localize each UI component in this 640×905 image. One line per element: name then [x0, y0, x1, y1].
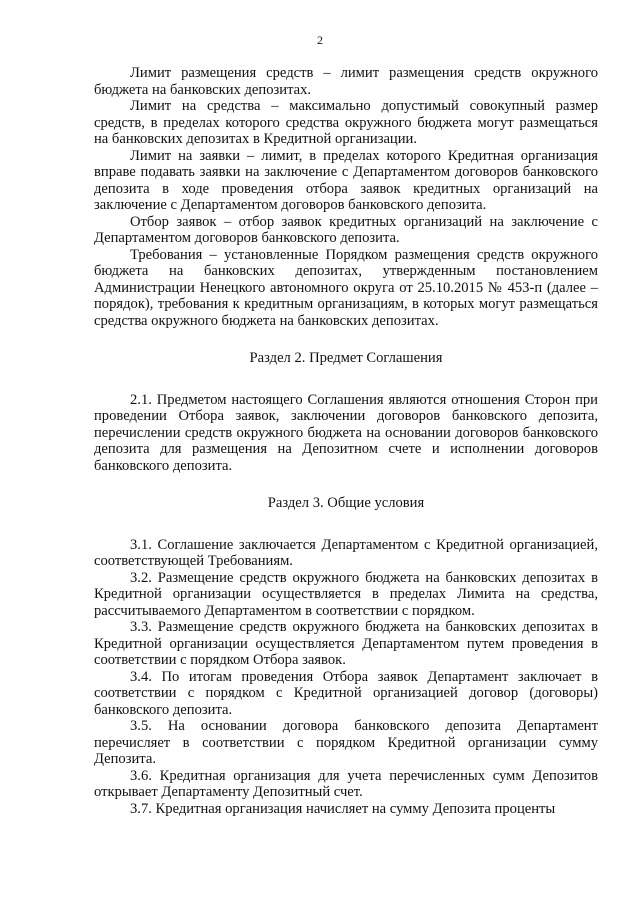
section-2-paragraph: 2.1. Предметом настоящего Соглашения являются отношения Сторон при проведении Отбора заявок, заключении договоров банковского депозита, перечислении средств окружного бюджета на основании договоров банковского депозита для размещения на Депозитном счете и исполнении договоров банковского депозита.	[94, 391, 598, 474]
section-3-paragraph: 3.6. Кредитная организация для учета перечисленных сумм Депозитов открывает Департаменту Депозитный счет.	[94, 767, 598, 800]
definition-paragraph: Отбор заявок – отбор заявок кредитных организаций на заключение с Департаментом договоров банковского депозита.	[94, 213, 598, 246]
section-3-paragraph: 3.3. Размещение средств окружного бюджета на банковских депозитах в Кредитной организации осуществляется Департаментом путем проведения в соответствии с порядком Отбора заявок.	[94, 619, 598, 668]
page-number: 2	[317, 33, 323, 47]
section-2-heading: Раздел 2. Предмет Соглашения	[249, 350, 443, 366]
section-3-heading: Раздел 3. Общие условия	[267, 495, 425, 511]
section-3-paragraph: 3.5. На основании договора банковского депозита Департамент перечисляет в соответствии с порядком Кредитной организации сумму Депозита.	[94, 718, 598, 767]
section-3-paragraph: 3.4. По итогам проведения Отбора заявок Департамент заключает в соответствии с порядком с Кредитной организацией договор (договоры) банковского депозита.	[94, 668, 598, 718]
section-3-paragraph: 3.1. Соглашение заключается Департаментом с Кредитной организацией, соответствующей Требованиям.	[94, 536, 598, 569]
definition-paragraph: Лимит размещения средств – лимит размещения средств окружного бюджета на банковских депозитах.	[94, 65, 598, 98]
section-3-paragraph: 3.7. Кредитная организация начисляет на сумму Депозита проценты	[130, 800, 556, 817]
definition-paragraph: Лимит на заявки – лимит, в пределах которого Кредитная организация вправе подавать заявки на заключение с Департаментом договоров банковского депозита в ходе проведения отбора заявок кредитных организаций на заключение с Департаментом договоров банковского депозита.	[94, 147, 598, 213]
definition-paragraph: Требования – установленные Порядком размещения средств окружного бюджета на банковских депозитах, утвержденным постановлением Администрации Ненецкого автономного округа от 25.10.2015 № 453-п (далее – порядок), требования к кредитным организациям, в которых могут размещаться средства окружного бюджета на банковских депозитах.	[94, 246, 598, 329]
section-3-paragraph: 3.2. Размещение средств окружного бюджета на банковских депозитах в Кредитной организации осуществляется в пределах Лимита на средства, рассчитываемого Департаментом в соответствии с порядком.	[94, 569, 598, 619]
definition-paragraph: Лимит на средства – максимально допустимый совокупный размер средств, в пределах которого средства окружного бюджета могут размещаться на банковских депозитах в Кредитной организации.	[94, 98, 598, 147]
document-body	[94, 65, 598, 817]
